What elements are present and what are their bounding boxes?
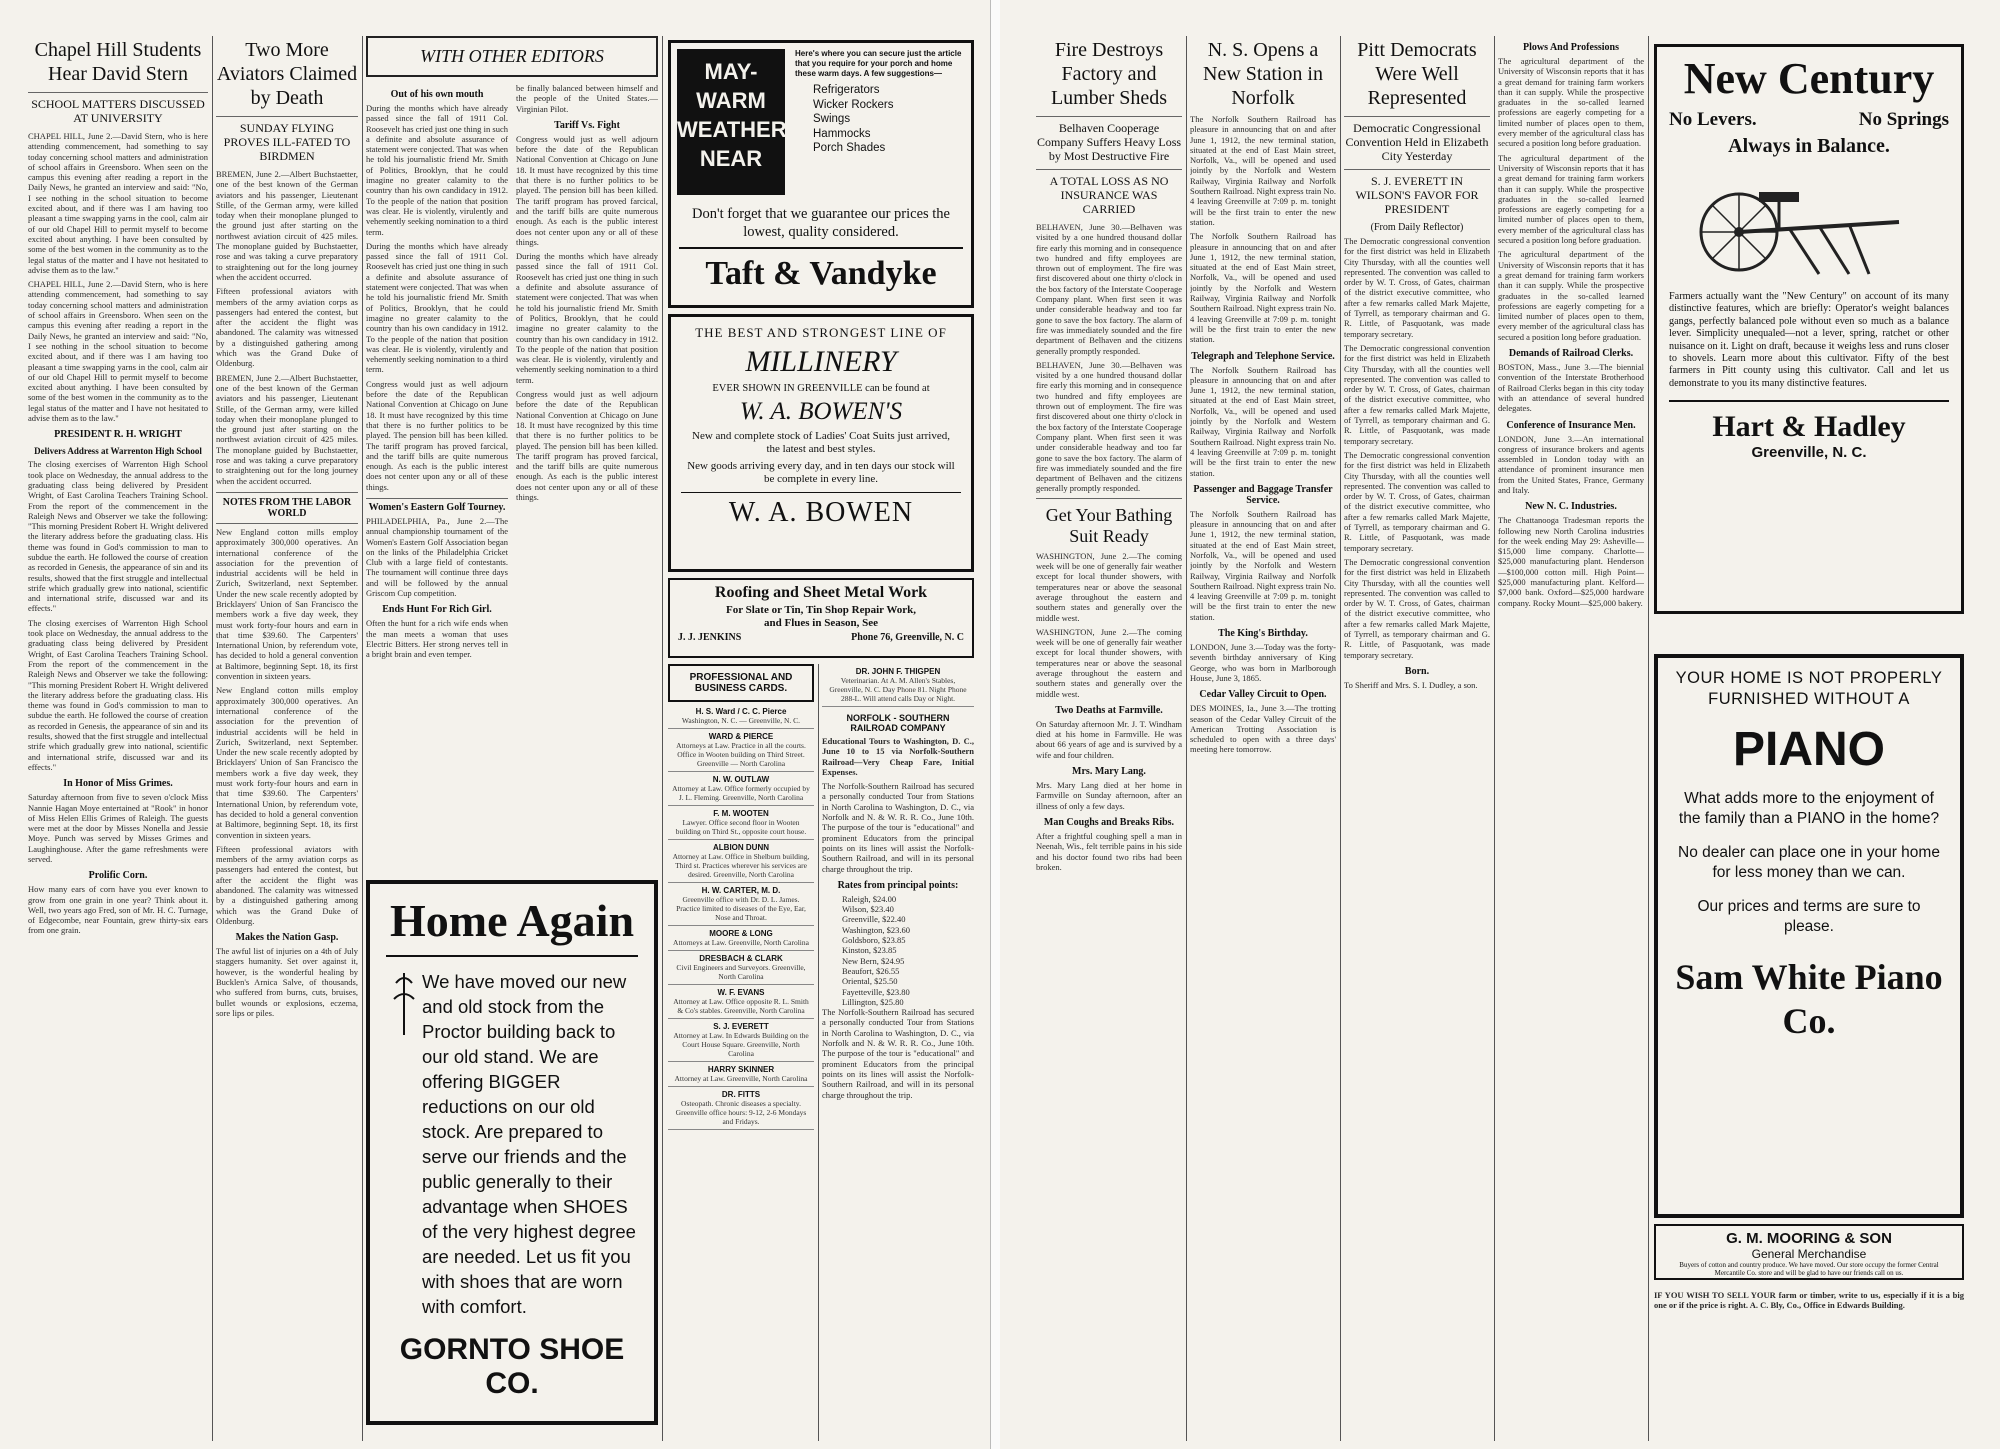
card-thigpen-text: Veterinarian. At A. M. Allen's Stables, Greenville, N. C. Day Phone 81. Night Phone 288-L. Will attend calls Day or Night. [829,676,967,703]
section-head-nc-industries: New N. C. Industries. [1525,501,1617,513]
notice-sell-farm-text: IF YOU WISH TO SELL YOUR farm or timber, write to us, especially if it is a big one or if the price is right. A. C. Bly, Co., Office in Edwards Building. [1654,1290,1964,1311]
article-nc-industries: The Chattanooga Tradesman reports the following new North Carolina industries for the week ending May 29: Asheville—$15,000 lime company. Charlotte—$25,000 manufacturing plant. Henderson—$100,000 cotton mill. High Point—$25,000 manufacturing plant. Kelford—$7,000 bank. Oxford—$25,000 hardware company. Rocky Mount—$25,000 bakery. [1498,515,1644,608]
ad-piano-question: What adds more to the enjoyment of the family than a PIANO in the home? [1678,790,1940,827]
article-fire-cont: BELHAVEN, June 30.—Belhaven was visited by a one hundred thousand dollar fire early this morning and in consequence two hundred and fifty employees are thrown out of employment. The fire was first discovered about one thirty o'clock in the box factory of the Interstate Cooperage Company plant. When first seen it was under considerable headway and too far gone to save the box factory. The alarm of fire was immediately sounded and the fire department of Belhaven and the citizens generally promptly responded. [1036,359,1182,494]
article-born: To Sheriff and Mrs. S. I. Dudley, a son. [1344,679,1478,690]
ad-mooring [1654,1224,1964,1280]
card-entry [668,1019,814,1062]
article-aviators-body: Fifteen professional aviators with members of the army aviation corps as passengers had entered the contest, but after the accident the flight was abandoned. The calamity was witnessed by a distinguished gathering among which was the Grand Duke of Oldenburg. [216,286,358,369]
editors-article-pilot: be finally balanced between himself and the people of the United States.—Virginian Pilot. [516,83,658,114]
ad-piano-title: PIANO [1732,723,1885,776]
ad-millinery-store: W. A. BOWEN'S [739,398,903,425]
card-entry-text: Washington, N. C. — Greenville, N. C. [681,716,801,725]
ad-new-century-title: New Century [1683,54,1935,103]
railroad-rate: Raleigh, $24.00 [842,893,897,904]
railroad-rates-head: Rates from principal points: [837,879,959,891]
ad-warm-weather-firm: Taft & Vandyke [679,247,963,293]
ad-warm-weather-item: Wicker Rockers [813,98,894,111]
section-head-born: Born. [1404,665,1430,677]
article-plows-cont-2: The agricultural department of the University of Wisconsin reports that it has a great demand for training farm workers than it can supply. While the prospective graduates in the so-called learned professions are eagerly competing for a limited number of places open to them, every member of the agricultural class has secured a position long before graduation. [1498,249,1644,342]
article-deaths: On Saturday afternoon Mr. J. T. Windham died at his home in Farmville. He was about 66 years of age and is survived by a wife and four children. [1036,718,1182,760]
decorative-flourish-icon [386,969,422,1039]
card-entry [668,772,814,806]
article-pitt-democrats-cont-2: The Democratic congressional convention for the first district was held in Elizabeth City Thursday, with all the counties well represented. The convention was called to order by W. T. Cross, of Gates, chairman of the district executive committee, who after a few remarks called Mark Majette, of Tyrrell, as temporary chairman and G. R. Little, of Pasquotank, was made temporary secretary. [1344,449,1490,553]
railroad-body: The Norfolk-Southern Railroad has secured a personally conducted Tour from Stations in North Carolina to Washington, D. C., via Norfolk and N. & W. R. R. Co., June 10th. The purpose of the tour is "educational" and prominent Educators from the principal points on its lines will assist the Norfolk-Southern Railroad, and will in its personal charge throughout the trip. [822,781,974,874]
section-head-nation-gasp: Makes the Nation Gasp. [235,932,339,944]
card-entry-text: Osteopath. Chronic diseases a specialty. Greenville office hours: 9-12, 2-6 Mondays and Fridays. [675,1099,807,1126]
headline-pitt-democrats: Pitt Democrats Were Well Represented [1357,39,1477,109]
card-thigpen [822,664,974,707]
ad-roofing-line: For Slate or Tin, Tin Shop Repair Work, and Flues in Season, See [725,604,916,629]
ad-home-again-firm: GORNTO SHOE CO. [399,1333,625,1400]
card-entry [668,704,814,729]
railroad-title: NORFOLK - SOUTHERN RAILROAD COMPANY [846,713,950,733]
card-entry-name: S. J. EVERETT [713,1022,769,1031]
subhead-convention: Democratic Congressional Convention Held in Elizabeth City Yesterday [1344,116,1490,163]
column-rule [818,664,819,1441]
card-entry [668,1087,814,1130]
ad-millinery [668,314,974,572]
card-entry [668,985,814,1019]
article-norfolk-station: The Norfolk Southern Railroad has pleasure in announcing that on and after June 1, 1912, the new terminal station, situated at the end of East Main street, Norfolk, Va., will be opened and used jointly by the Norfolk and Western Railway, Virginia Railway and Norfolk Southern Railroad. Night express train No. 4 leaving Greenville at 7:09 p. m. tonight will be the first train to enter the new station. [1190,114,1336,227]
railroad-rate: Oriental, $25.50 [842,976,898,987]
ad-piano-firm: Sam White Piano Co. [1675,957,1943,1041]
railroad-rate: Wilson, $23.40 [842,904,894,915]
card-entry-name: F. M. WOOTEN [713,809,769,818]
article-cough: After a frightful coughing spell a man in Neenah, Wis., felt terrible pains in his side and his doctor found two ribs had been broken. [1036,830,1182,872]
ad-roofing-firm: J. J. JENKINS [678,632,742,643]
section-head-wright: PRESIDENT R. H. WRIGHT [54,429,182,441]
card-entry [668,951,814,985]
section-with-other-editors [366,36,658,876]
column-rule [1648,36,1649,1441]
article-norfolk-station-cont: The Norfolk Southern Railroad has pleasure in announcing that on and after June 1, 1912, the new terminal station, situated at the end of East Main street, Norfolk, Va., will be opened and used jointly by the Norfolk and Western Railway, Virginia Railway and Norfolk Southern Railroad. Night express train No. 4 leaving Greenville at 7:09 p. m. tonight will be the first train to enter the new station. [1190,231,1336,345]
card-thigpen-name: DR. JOHN F. THIGPEN [855,667,941,676]
ad-warm-weather-title-line: MAY- [704,59,758,84]
editors-article-tariff-cont-2: Congress would just as well adjourn before the date of the Republican National Convention at Chicago on June 18. It must have recognized by this time that there is no further politics to be played. The pension bill has been killed. The tariff program has proved farcical, and the tariff bills are quite numerous enough. As each is the public interest does not center upon any or all of these things. [516,389,658,502]
section-head-cedar-valley: Cedar Valley Circuit to Open. [1199,689,1327,701]
section-head-lang: Mrs. Mary Lang. [1072,766,1146,778]
column-railroad [822,664,974,1441]
ad-new-century-body: Farmers actually want the "New Century" on account of its many distinctive features, which are briefly: Operator's weight balances gangs, perfectly balanced pole without even so much as a balance lever. Simplicity unequaled—not a lever, spring, ratchet or other nuisance on it. Light on draft, because it weighs less and runs closer to shovels. Learn more about this cultivator. Fifty of the best farmers in Pitt county using this cultivator. Call and let us demonstrate to you its many distinctive features. [1669,291,1949,389]
headline-norfolk-station: N. S. Opens a New Station in Norfolk [1203,39,1323,109]
article-aviators-cont: BREMEN, June 2.—Albert Buchstaetter, one of the best known of the German aviators and his passenger, Lieutenant Stille, of the German army, were killed today when their monoplane plunged to the ground just after starting on the northwest aviation circuit of 425 miles. The monoplane guided by Buchstaetter, rose and was taking a curve preparatory to straightening out for the long journey when the accident occurred. [216,372,358,486]
column-rule [1340,36,1341,1441]
article-bathing-suit-cont: WASHINGTON, June 2.—The coming week will be one of generally fair weather except for local thunder showers, with temperatures near or above the seasonal average throughout the eastern and southern states and generally over the middle west. [1036,626,1182,699]
cultivator-illustration-icon [1669,162,1949,282]
column-rule [1494,36,1495,1441]
article-corn: How many ears of corn have you ever known to grow from one grain in one year? Think about it. Well, two years ago Fred, son of Mr. H. C. Turnage, of Edgecombe, near Fountain, grew thirty-six ears from one grain. [28,884,208,936]
article-plows-cont: The agricultural department of the University of Wisconsin reports that it has a great demand for training farm workers than it can supply. While the prospective graduates in the so-called learned professions are eagerly competing for a limited number of places open to them, every member of the agricultural class has secured a position long before graduation. [1498,152,1644,246]
ad-warm-weather-slogan: Don't forget that we guarantee our prices the lowest, quality considered. [691,206,950,240]
ad-roofing-phone: Phone 76, Greenville, N. C [851,632,964,643]
editors-article-tariff: Congress would just as well adjourn before the date of the Republican National Convention at Chicago on June 18. It must have recognized by this time that there is no further politics to be played. The pension bill has been killed. The tariff program has proved farcical, and the tariff bills are quite numerous enough. As each is the public interest does not center upon any or all of these things. [516,133,658,247]
ad-new-century [1654,44,1964,614]
ad-millinery-line1: THE BEST AND STRONGEST LINE OF [695,325,947,340]
article-baggage: The Norfolk Southern Railroad has pleasure in announcing that on and after June 1, 1912, the new terminal station, situated at the end of East Main street, Norfolk, Va., will be opened and used jointly by the Norfolk and Western Railway, Virginia Railway and Norfolk Southern Railroad. Night express train No. 4 leaving Greenville at 7:09 p. m. tonight will be the first train to enter the new station. [1190,508,1336,622]
railroad-rate: Goldsboro, $23.85 [842,935,906,946]
column-plows [1498,36,1644,1441]
ad-millinery-line3: New and complete stock of Ladies' Coat Suits just arrived, the latest and best styles. [692,430,950,455]
railroad-rate: Fayetteville, $23.80 [842,986,910,997]
source-daily-reflector: (From Daily Reflector) [1370,222,1464,233]
card-entry-text: Attorney at Law. Greenville, North Carolina [674,1074,808,1083]
article-cedar-valley: DES MOINES, Ia., June 3.—The trotting season of the Cedar Valley Circuit of the American Trotting Association is scheduled to open with a three days' meeting here tomorrow. [1190,703,1336,755]
card-entry [668,883,814,926]
article-grimes: Saturday afternoon from five to seven o'clock Miss Nannie Hagan Moye entertained at "Rook" in honor of Miss Helen Ellis Grimes of Raleigh. The guests were met at the door by Misses Nonella and Jessie Moye. Punch was served by Misses Grimes and Laughinghouse. After the game refreshments were served. [28,792,208,864]
card-entry-text: Lawyer. Office second floor in Wooten building on Third St., opposite court house. [675,818,807,836]
section-head-telegraph: Telegraph and Telephone Service. [1191,350,1335,362]
card-entry-name: N. W. OUTLAW [712,775,770,784]
ad-warm-weather-item: Porch Shades [813,142,886,154]
ad-roofing-title: Roofing and Sheet Metal Work [714,584,928,601]
article-chapel-hill-cont: CHAPEL HILL, June 2.—David Stern, who is here attending commencement, had something to say today concerning school matters and administration of school affairs in Greensboro. When seen on the campus this evening after reading a report in the Daily News, he granted an interview and said: "No, I see nothing in the school situation to become excited about, and if there was I am having too pleasant a time swapping yarns in the cool, calm air of our old Chapel Hill to permit myself to become excited about anything. I have been consulted by some of the best women in the community as to the legal status of the matter and I have not hesitated to advise them as to the law." [28,279,208,424]
card-entry-name: ALBION DUNN [713,843,769,852]
ad-new-century-right-tag: No Springs [1858,109,1949,130]
article-insurance: LONDON, June 3.—An international congress of insurance brokers and agents assembled in London today with an attendance of prominent insurance men from the United States, France, Germany and Italy. [1498,433,1644,495]
card-entry-text: Attorneys at Law. Practice in all the courts. Office in Wooten building on Third Street. Greenville — North Carolina [676,741,806,768]
section-head-grimes: In Honor of Miss Grimes. [63,778,173,790]
card-entry-name: DRESBACH & CLARK [699,954,783,963]
section-head-baggage: Passenger and Baggage Transfer Service. [1193,483,1333,506]
article-nation-gasp: The awful list of injuries on a 4th of July staggers humanity. Set over against it, however, is the wonderful healing by Bucklen's Arnica Salve, of thousands, who suffered from burns, cuts, bruises, bullet wounds or explosions, eczema, sore lips or piles. [216,946,358,1018]
headline-bathing-suit: Get Your Bathing Suit Ready [1036,498,1182,547]
ad-mooring-body: Buyers of cotton and country produce. We have moved. Our store occupy the former Central Mercantile Co. store and will be glad to have our friends call on us. [1679,1261,1939,1277]
ad-warm-weather-item: Refrigerators [813,84,880,96]
section-sub-wright: Delivers Address at Warrenton High School [34,446,202,457]
editors-article-own-mouth-cont: During the months which have already passed since the fall of 1911 Col. Roosevelt has cried just one thing in such a definite and absolute assurance of statement were conjected. That was when he told his journalistic friend Mr. Smith of Politics, Brooklyn, that he could imagine no greater calamity to the country than his own candidacy in 1912. To the people of the nation that position was clear. He is violently, virulently and vehemently seeking nomination to a third term. [366,240,508,375]
column-rule [1186,36,1187,1441]
deck-total-loss: A TOTAL LOSS AS NO INSURANCE WAS CARRIED [1036,169,1182,216]
headline-aviators: Two More Aviators Claimed by Death [216,39,358,109]
railroad-rate: Washington, $23.60 [842,924,911,935]
subhead-sunday-flying: SUNDAY FLYING PROVES ILL-FATED TO BIRDMEN [216,116,358,163]
editors-article-rich-girl: Often the hunt for a rich wife ends when the man meets a woman that uses Electric Bitters. Her strong nerves tell in a bright brain and even temper. [366,618,508,660]
section-head-deaths: Two Deaths at Farmville. [1055,704,1163,716]
editors-title: WITH OTHER EDITORS [366,36,658,77]
card-entry-text: Attorney at Law. Office opposite R. L. Smith & Co's stables. Greenville, North Carolina [673,997,809,1015]
article-wright: The closing exercises of Warrenton High School took place on Wednesday, the annual address to the graduating class being delivered by President Wright, of East Carolina Teachers Training School. From the report of the commencement in the Raleigh News and Observer we take the following: "This morning President Robert H. Wright delivered the literary address before the graduating class. His theme was found in God's commission to man to subdue the earth. He followed the course of creation as recorded in Genesis, the appearance of sin and its results, showed that the first struggle and intellectual strife which gradually grew into national, scientific and international strife, discussed war and its effects." [28,459,208,614]
section-head-railroad-clerks: Demands of Railroad Clerks. [1508,348,1634,360]
editors-head-golf: Women's Eastern Golf Tourney. [366,498,508,513]
section-head-corn: Prolific Corn. [88,870,148,882]
ad-new-century-city: Greenville, N. C. [1751,444,1867,462]
editors-head-rich-girl: Ends Hunt For Rich Girl. [382,604,492,616]
ad-roofing [668,578,974,658]
ad-new-century-balance: Always in Balance. [1728,135,1890,157]
ad-warm-weather-item: Hammocks [813,127,871,140]
ad-home-again-body: We have moved our new and old stock from the Proctor building back to our old stand. We are offering BIGGER reductions on our old stock. Are prepared to serve our friends and the public generally to their advantage when SHOES of the very highest degree are needed. Let us fit you with shoes that are worn with comfort. [422,971,636,1317]
ad-home-again-title: Home Again [386,894,638,957]
ad-mooring-firm: G. M. MOORING & SON [1726,1230,1892,1247]
card-entry [668,840,814,883]
card-entry-text: Civil Engineers and Surveyors. Greenville, North Carolina [676,963,806,981]
column-aviators [216,36,358,1441]
column-rule [662,36,663,1441]
article-bathing-suit: WASHINGTON, June 2.—The coming week will be one of generally fair weather except for local thunder showers, with temperatures near or above the seasonal average throughout the eastern and southern states and generally over the middle west. [1036,550,1182,623]
notice-sell-farm [1654,1290,1964,1440]
subhead-belhaven: Belhaven Cooperage Company Suffers Heavy Loss by Most Destructive Fire [1036,116,1182,163]
section-head-insurance: Conference of Insurance Men. [1506,419,1636,431]
column-pitt-democrats [1344,36,1490,1441]
column-rule [362,36,363,1441]
right-newspaper-page [1000,0,2000,1449]
article-wright-cont: The closing exercises of Warrenton High School took place on Wednesday, the annual address to the graduating class being delivered by President Wright, of East Carolina Teachers Training School. From the report of the commencement in the Raleigh News and Observer we take the following: "This morning President Robert H. Wright delivered the literary address before the graduating class. His theme was found in God's commission to man to subdue the earth. He followed the course of creation as recorded in Genesis, the appearance of sin and its results, showed that the first struggle and intellectual strife which gradually grew into national, scientific and international strife, discussed war and its effects." [28,617,208,772]
article-telegraph: The Norfolk Southern Railroad has pleasure in announcing that on and after June 1, 1912, the new terminal station, situated at the end of East Main street, Norfolk, Va., will be opened and used jointly by the Norfolk and Western Railway, Virginia Railway and Norfolk Southern Railroad. Night express train No. 4 leaving Greenville at 7:09 p. m. tonight will be the first train to enter the new station. [1190,364,1336,478]
railroad-rate: Greenville, $22.40 [842,914,906,925]
ad-piano-prices: Our prices and terms are sure to please. [1697,898,1921,935]
ad-warm-weather-title-line: WARM [696,88,766,113]
article-plows: The agricultural department of the University of Wisconsin reports that it has a great demand for training farm workers than it can supply. While the prospective graduates in the so-called learned professions are eagerly competing for a limited number of places open to them, every member of the agricultural class has secured a position long before graduation. [1498,56,1644,149]
ad-mooring-type: General Merchandise [1751,1247,1867,1261]
article-pitt-democrats: The Democratic congressional convention for the first district was held in Elizabeth City Thursday, with all the counties well represented. The convention was called to order by W. T. Cross, of Gates, chairman of the district executive committee, who after a few remarks called Mark Majette, of Tyrrell, as temporary chairman and G. R. Little, of Pasquotank, was made temporary secretary. [1344,236,1490,339]
column-chapel-hill [28,36,208,1441]
ad-new-century-firm: Hart & Hadley [1669,400,1949,444]
ad-warm-weather-intro: Here's where you can secure just the article that you require for your porch and home these warm days. A few suggestions— [795,49,962,78]
railroad-sub: Educational Tours to Washington, D. C., June 10 to 15 via Norfolk-Southern Railroad—Very Cheap Fare, Initial Expenses. [822,736,974,777]
ad-warm-weather-title-line: NEAR [699,146,763,171]
card-entry-name: MOORE & LONG [709,929,773,938]
article-aviators-lead: BREMEN, June 2.—Albert Buchstaetter, one of the best known of the German aviators and his passenger, Lieutenant Stille, of the German army, were killed today when their monoplane plunged to the ground just after starting on the northwest aviation circuit of 425 miles. The monoplane guided by Buchstaetter, rose and was taking a curve preparatory to straightening out for the long journey when the accident occurred. [216,169,358,282]
professional-cards-banner: PROFESSIONAL AND BUSINESS CARDS. [668,664,814,702]
headline-fire: Fire Destroys Factory and Lumber Sheds [1050,39,1168,109]
ad-millinery-title: MILLINERY [745,345,897,378]
article-kings-birthday: LONDON, June 3.—Today was the forty-seventh birthday anniversary of King George, who was born in Marlborough House, June 3, 1865. [1190,642,1336,683]
ad-millinery-line2: EVER SHOWN IN GREENVILLE can be found at [712,383,930,394]
card-entry-text: Attorney at Law. Office formerly occupied by J. L. Fleming. Greenville, North Carolina [672,784,810,802]
article-labor-cont: New England cotton mills employ approximately 300,000 operatives. An international conference of the association for the prevention of industrial accidents will be held in Zurich, Switzerland, next September. Under the new scale recently adopted by Bricklayers' Union of San Francisco the members work a five day week, they must work forty-four hours and earn in that time $39.60. The Carpenters' International Union, by referendum vote, has decided to hold a general convention at Baltimore, beginning Sept. 18, its first convention in sixteen years. [216,685,358,840]
ad-home-again [366,880,658,1425]
section-head-cough: Man Coughs and Breaks Ribs. [1043,816,1175,828]
railroad-rate: Kinston, $23.85 [842,945,897,956]
editors-article-tariff-cont: During the months which have already passed since the fall of 1911 Col. Roosevelt has cried just one thing in such a definite and absolute assurance of statement were conjected. That was when he told his journalistic friend Mr. Smith of Politics, Brooklyn, that he could imagine no greater calamity to the country than his own candidacy in 1912. To the people of the nation that position was clear. He is violently, virulently and vehemently seeking nomination to a third term. [516,251,658,385]
editors-article-own-mouth-cont-2: Congress would just as well adjourn before the date of the Republican National Convention at Chicago on June 18. It must have recognized by this time that there is no further politics to be played. The pension bill has been killed. The tariff program has proved farcical, and the tariff bills are quite numerous enough. As each is the public interest does not center upon any or all of these things. [366,378,508,492]
section-head-labor: NOTES FROM THE LABOR WORLD [216,492,358,524]
card-entry-text: Attorneys at Law. Greenville, North Carolina [673,938,809,947]
card-entry-name: H. W. CARTER, M. D. [701,886,781,895]
railroad-body-cont: The Norfolk-Southern Railroad has secured a personally conducted Tour from Stations in North Carolina to Washington, D. C., via Norfolk and N. & W. R. R. Co., June 10th. The purpose of the tour is "educational" and prominent Educators from the principal points on its lines will assist the Norfolk-Southern Railroad, and will in its personal charge throughout the trip. [822,1007,974,1100]
ad-warm-weather-title-line: WEATHER [677,117,787,142]
headline-chapel-hill: Chapel Hill Students Hear David Stern [34,39,202,85]
left-newspaper-page [0,0,990,1449]
article-labor: New England cotton mills employ approximately 300,000 operatives. An international conference of the association for the prevention of industrial accidents will be held in Zurich, Switzerland, next September. Under the new scale recently adopted by Bricklayers' Union of San Francisco the members work a five day week, they must work forty-four hours and earn in that time $39.60. The Carpenters' International Union, by referendum vote, has decided to hold a general convention at Baltimore, beginning Sept. 18, its first convention in sixteen years. [216,526,358,682]
column-fire [1036,36,1182,1441]
ad-warm-weather [668,40,974,308]
railroad-rate: New Bern, $24.95 [842,955,905,966]
article-railroad-clerks: BOSTON, Mass., June 3.—The biennial convention of the Interstate Brotherhood of Railroad Clerks began in this city today with an attendance of several hundred delegates. [1498,362,1644,414]
card-entry-text: Attorney at Law. In Edwards Building on the Court House Square. Greenville, North Carolina [673,1031,809,1058]
professional-cards [668,664,814,1441]
editors-article-own-mouth: During the months which have already passed since the fall of 1911 Col. Roosevelt has cried just one thing in such a definite and absolute assurance of statement were conjected. That was when he told his journalistic friend Mr. Smith of Politics, Brooklyn, that he could imagine no greater calamity to the country than his own candidacy in 1912. To the people of the nation that position was clear. He is violently, virulently and vehemently seeking nomination to a third term. [366,103,508,237]
card-entry-name: WARD & PIERCE [708,732,774,741]
article-pitt-democrats-cont: The Democratic congressional convention for the first district was held in Elizabeth City Thursday, with all the counties well represented. The convention was called to order by W. T. Cross, of Gates, chairman of the district executive committee, who after a few remarks called Mark Majette, of Tyrrell, as temporary chairman and G. R. Little, of Pasquotank, was made temporary secretary. [1344,342,1490,446]
section-head-plows: Plows And Professions [1523,42,1619,53]
card-entry-name: H. S. Ward / C. C. Pierce [695,707,787,716]
card-entry-text: Greenville office with Dr. D. L. James. Practice limited to diseases of the Eye, Ear, Nose and Throat. [676,895,806,922]
railroad-rate: Lillington, $25.80 [842,996,904,1007]
article-chapel-hill-lead: CHAPEL HILL, June 2.—David Stern, who is here attending commencement, had something to say today concerning school matters and administration of school affairs in Greensboro. When seen on the campus this evening after reading a report in the Daily News, he granted an interview and said: "No, I see nothing in the school situation to become excited about, and if there was I am having too pleasant a time swapping yarns in the cool, calm air of our old Chapel Hill to permit myself to become excited about anything. I have been consulted by some of the best women in the community as to the legal status of the matter and I have not hesitated to advise them as to the law." [28,131,208,275]
editors-head-tariff: Tariff Vs. Fight [554,119,620,131]
ad-warm-weather-item: Swings [813,113,851,125]
ad-piano [1654,654,1964,1218]
article-lang: Mrs. Mary Lang died at her home in Farmville on Sunday afternoon, after an illness of only a few days. [1036,780,1182,811]
card-entry [668,926,814,951]
card-entry-name: HARRY SKINNER [707,1065,775,1074]
ad-new-century-left-tag: No Levers. [1669,109,1757,130]
column-norfolk-station [1190,36,1336,1441]
subhead-school-matters: SCHOOL MATTERS DISCUSSED AT UNIVERSITY [28,92,208,125]
editors-head-own-mouth: Out of his own mouth [390,89,484,100]
ad-piano-dealer: No dealer can place one in your home for less money than we can. [1678,844,1940,881]
column-rule [212,36,213,1441]
editors-article-golf: PHILADELPHIA, Pa., June 2.—The annual championship tournament of the Women's Eastern Golf Association began on the links of the Philadelphia Cricket Club with a large field of contestants. The tournament will continue three days and will be followed by the annual Griscom Cup competition. [366,515,508,599]
card-entry [668,729,814,772]
card-entry-name: W. F. EVANS [717,988,765,997]
ad-warm-weather-title-block [677,49,785,195]
card-entry [668,1062,814,1087]
ad-millinery-firm: W. A. BOWEN [681,492,961,529]
ad-piano-line1: YOUR HOME IS NOT PROPERLY FURNISHED WITHOUT A [1675,669,1943,708]
card-entry-name: DR. FITTS [721,1090,761,1099]
card-entry [668,806,814,840]
article-labor-cont-2: Fifteen professional aviators with members of the army aviation corps as passengers had entered the contest, but after the accident the flight was abandoned. The calamity was witnessed by a distinguished gathering among which was the Grand Duke of Oldenburg. [216,843,358,926]
railroad-rate: Beaufort, $26.55 [842,965,900,976]
article-pitt-democrats-cont-3: The Democratic congressional convention for the first district was held in Elizabeth City Thursday, with all the counties well represented. The convention was called to order by W. T. Cross, of Gates, chairman of the district executive committee, who after a few remarks called Mark Majette, of Tyrrell, as temporary chairman and G. R. Little, of Pasquotank, was made temporary secretary. [1344,556,1490,660]
card-entry-text: Attorney at Law. Office in Shelburn building, Third st. Practices wherever his services are desired. Greenville, North Carolina [672,852,810,879]
section-head-kings-birthday: The King's Birthday. [1218,628,1308,640]
article-fire: BELHAVEN, June 30.—Belhaven was visited by a one hundred thousand dollar fire early this morning and in consequence two hundred and fifty employees are thrown out of employment. The fire was first discovered about one thirty o'clock in the box factory of the Interstate Cooperage Company plant. When first seen it was under considerable headway and too far gone to save the box factory. The alarm of fire was immediately sounded and the fire department of Belhaven and the citizens generally promptly responded. [1036,222,1182,356]
ad-millinery-line4: New goods arriving every day, and in ten days our stock will be complete in every line. [687,460,955,485]
deck-everett: S. J. EVERETT IN WILSON'S FAVOR FOR PRESIDENT [1344,169,1490,216]
